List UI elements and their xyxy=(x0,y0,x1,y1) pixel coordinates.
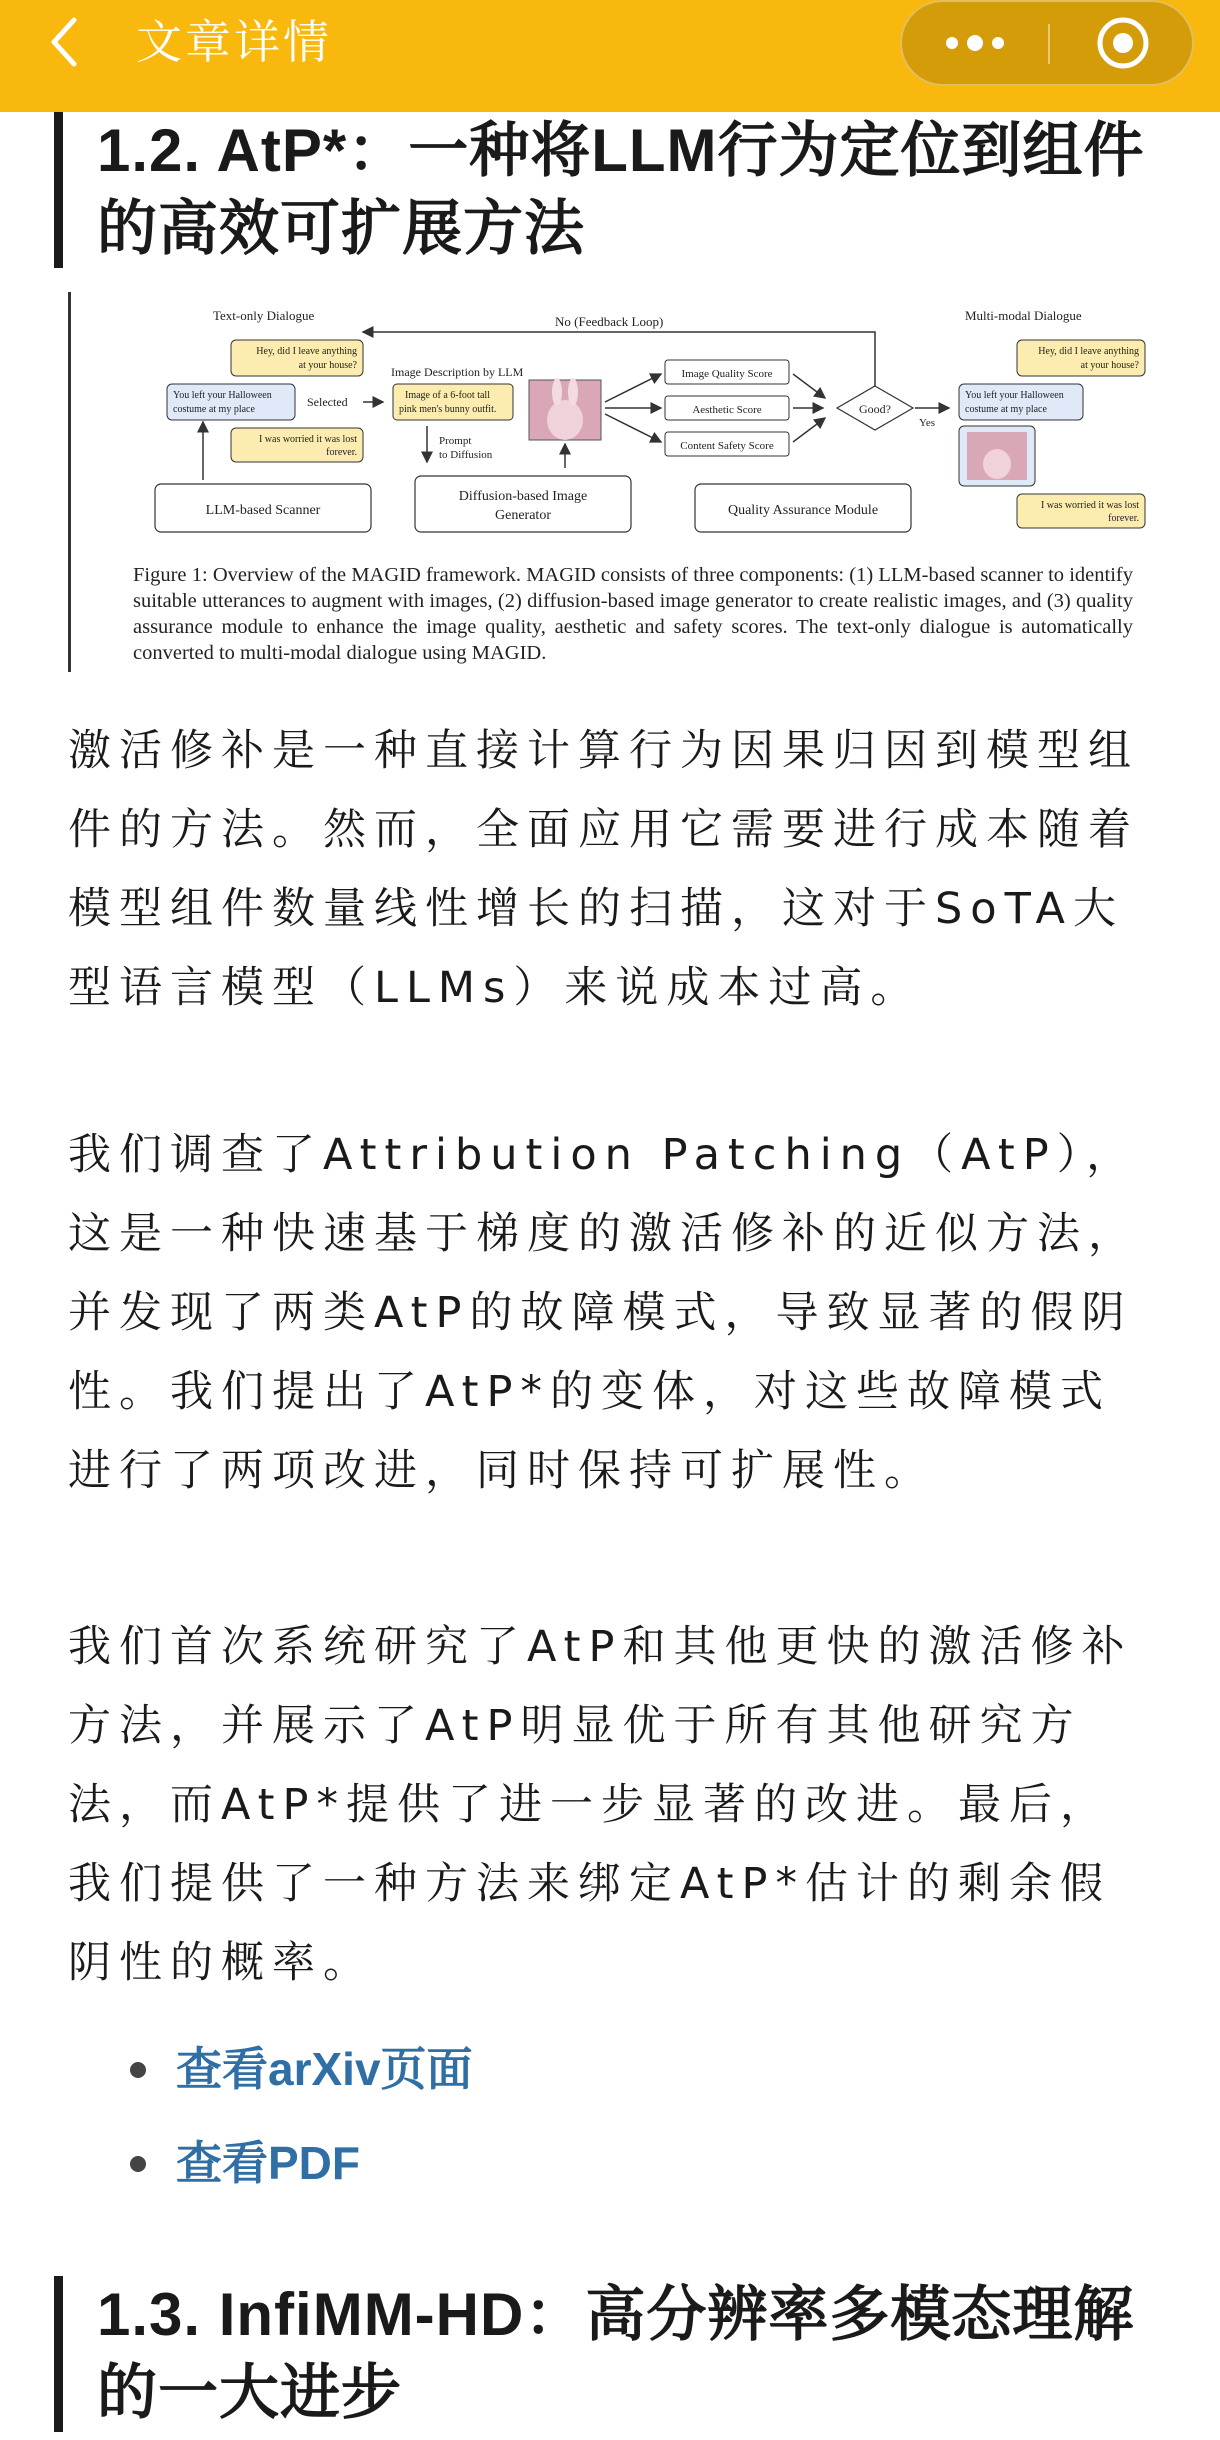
section-heading-infimm xyxy=(54,2276,1174,2432)
module-label: Generator xyxy=(495,508,551,523)
paragraph-3: 我们首次系统研究了AtP和其他更快的激活修补方法，并展示了AtP明显优于所有其他研究方法，而AtP*提供了进一步显著的改进。最后，我们提供了一种方法来绑定AtP*估计的剩余假阴性的概率。 xyxy=(68,1622,1133,1988)
module-label: LLM-based Scanner xyxy=(205,503,321,518)
selected-label: Selected xyxy=(307,395,348,409)
list-item xyxy=(130,2022,473,2116)
close-button[interactable] xyxy=(1050,2,1196,84)
bubble-text: costume at my place xyxy=(173,404,255,415)
module-label: Diffusion-based Image xyxy=(458,489,588,504)
multi-modal-dialogue-label: Multi-modal Dialogue xyxy=(965,308,1082,323)
score-label: Content Safety Score xyxy=(680,440,774,452)
feedback-loop-label: No (Feedback Loop) xyxy=(555,314,664,329)
bubble-text: forever. xyxy=(1108,513,1139,524)
score-label: Image Quality Score xyxy=(681,368,773,380)
paragraph-1: 激活修补是一种直接计算行为因果归因到模型组件的方法。然而，全面应用它需要进行成本随着模型组件数量线性增长的扫描，这对于SoTA大型语言模型（LLMs）来说成本过高。 xyxy=(68,726,1139,1013)
list-item xyxy=(130,2116,473,2210)
bubble-text: at your house? xyxy=(1080,360,1139,371)
bubble-text: at your house? xyxy=(298,360,357,371)
paper-figure xyxy=(68,292,1148,672)
pdf-link[interactable]: 查看PDF xyxy=(176,2137,360,2189)
bullet-dot xyxy=(130,2062,146,2078)
arxiv-page-link[interactable]: 查看arXiv页面 xyxy=(176,2043,473,2095)
mini-program-capsule xyxy=(900,0,1194,86)
text-only-dialogue-label: Text-only Dialogue xyxy=(213,308,315,323)
chevron-left-icon xyxy=(44,14,84,70)
bubble-text: You left your Halloween xyxy=(965,390,1064,401)
bubble-text: forever. xyxy=(326,447,357,458)
bubble-text: costume at my place xyxy=(965,404,1047,415)
more-dots-icon xyxy=(940,33,1010,53)
paragraph-2: 我们调查了Attribution Patching（AtP），这是一种快速基于梯度的激活修补的近似方法，并发现了两类AtP的故障模式，导致显著的假阴性。我们提出了AtP*的变体，对这些故障模式进行了两项改进，同时保持可扩展性。 xyxy=(68,1130,1139,1496)
page-title: 文章详情 xyxy=(136,15,332,69)
section-heading-atp xyxy=(54,112,1174,268)
module-label: Quality Assurance Module xyxy=(727,503,879,518)
score-label: Aesthetic Score xyxy=(692,404,762,416)
paper-links xyxy=(130,2022,473,2210)
more-button[interactable] xyxy=(902,2,1048,84)
bubble-text: I was worried it was lost xyxy=(258,434,357,445)
prompt-label: to Diffusion xyxy=(439,449,493,461)
magid-framework-diagram xyxy=(113,292,1163,552)
yes-label: Yes xyxy=(919,417,936,429)
section-title: 1.3. InfiMM-HD：高分辨率多模态理解的一大进步 xyxy=(97,2281,1135,2426)
bubble-text: Image of a 6-foot tall xyxy=(405,390,490,401)
bubble-text: I was worried it was lost xyxy=(1040,500,1139,511)
bubble-text: Hey, did I leave anything xyxy=(256,346,357,357)
good-decision-label: Good? xyxy=(859,402,891,416)
bubble-text: pink men's bunny outfit. xyxy=(399,404,497,415)
figure-caption: Figure 1: Overview of the MAGID framework. MAGID consists of three components: (1) LLM-based scanner to identify suitable utterances to augment with images, (2) diffusion-based image generator to create realistic images, and (3) quality assurance module to enhance the image quality, aesthetic and safety scores. The text-only dialogue is automatically converted to multi-modal dialogue using MAGID. xyxy=(133,564,1133,664)
bubble-text: You left your Halloween xyxy=(173,390,272,401)
section-title: 1.2. AtP*：一种将LLM行为定位到组件的高效可扩展方法 xyxy=(97,117,1145,262)
prompt-label: Prompt xyxy=(439,435,472,447)
back-button[interactable] xyxy=(40,14,88,70)
bubble-text: Hey, did I leave anything xyxy=(1038,346,1139,357)
top-nav-bar xyxy=(0,0,1220,112)
bullet-dot xyxy=(130,2156,146,2172)
image-description-label: Image Description by LLM xyxy=(391,365,524,379)
target-circle-icon xyxy=(1095,15,1151,71)
